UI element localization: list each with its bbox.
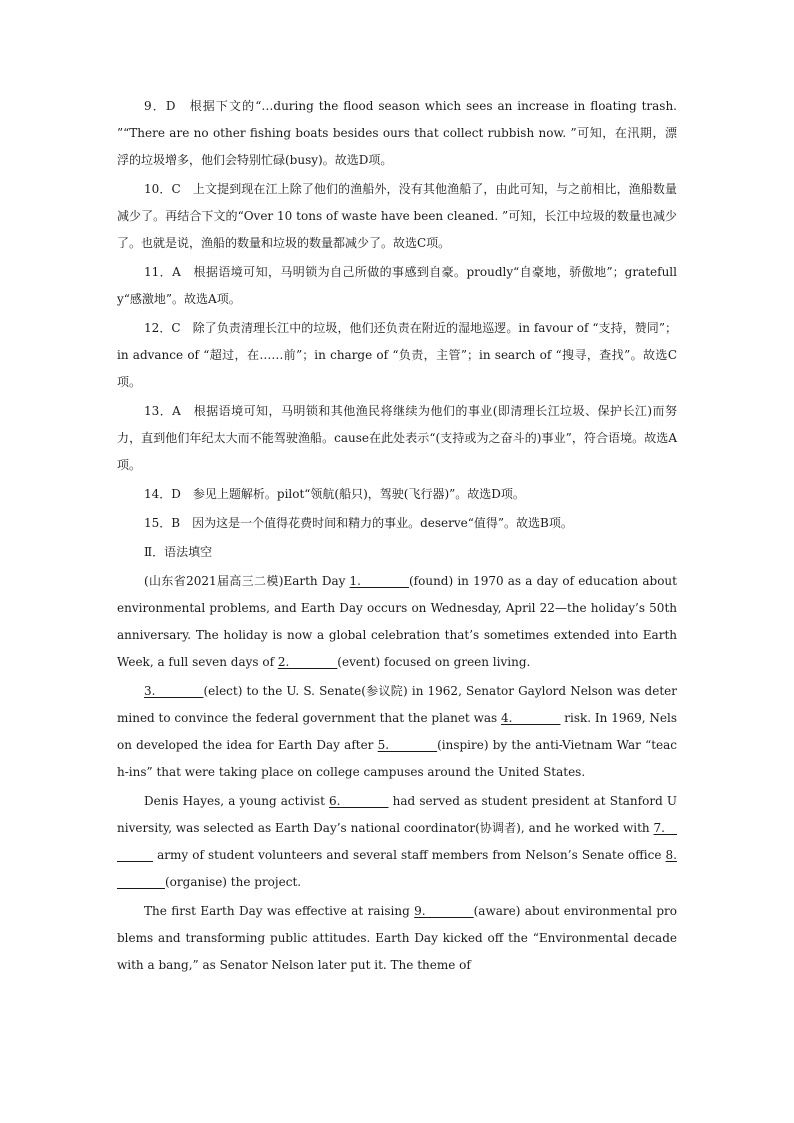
blank-3[interactable]: 3.________: [144, 684, 204, 698]
section-heading: Ⅱ．语法填空: [144, 545, 213, 559]
passage-text: (山东省2021届高三二模)Earth Day: [144, 574, 350, 588]
passage-text: (inspire) by the anti-Vietnam War “teach-ins” that were taking place on college campuses around the United States.: [117, 738, 677, 779]
passage-text: army of student volunteers and several staff members from Nelson’s Senate office: [153, 848, 666, 862]
blank-9[interactable]: 9.________: [414, 904, 474, 918]
answer-explanation-13: 13．A 根据语境可知，马明锁和其他渔民将继续为他们的事业(即清理长江垃圾、保护长江)而努力，直到他们年纪太大而不能驾驶渔船。cause在此处表示“(支持或为之奋斗的)事业”，符合语境。故选A项。: [117, 404, 677, 472]
blank-8[interactable]: 8.________: [117, 848, 677, 889]
blank-6[interactable]: 6.________: [329, 794, 389, 808]
passage-text: risk. In 1969, Nelson developed the idea for Earth Day after: [117, 711, 678, 752]
answer-explanation-9: 9．D 根据下文的“…during the flood season which sees an increase in floating trash. ”“There are no other fishing boats besides ours that collect rubbish now. ”可知，在汛期，漂浮的垃圾增多，他们会特别忙碌(busy)。故选D项。: [117, 99, 677, 167]
passage-paragraph-1: [117, 568, 677, 676]
passage-text: (aware) about environmental problems and transforming public attitudes. Earth Day kicked off the “Environmental decade with a bang,” as Senator Nelson later put it. The theme of: [117, 904, 678, 972]
document-page: [117, 93, 677, 981]
passage-text: (event) focused on green living.: [337, 655, 531, 669]
answer-explanation-11: 11．A 根据语境可知，马明锁为自己所做的事感到自豪。proudly“自豪地，骄傲地”；gratefully“感激地”。故选A项。: [117, 265, 677, 306]
answer-explanation-12: 12．C 除了负责清理长江中的垃圾，他们还负责在附近的湿地巡逻。in favour of “支持，赞同”；in advance of “超过，在……前”；in charge of “负责，主管”；in search of “搜寻，查找”。故选C项。: [117, 321, 677, 389]
passage-text: Denis Hayes, a young activist: [144, 794, 330, 808]
passage-text: (organise) the project.: [165, 875, 302, 889]
passage-paragraph-3: [117, 788, 677, 896]
answer-explanation-15: 15．B 因为这是一个值得花费时间和精力的事业。deserve“值得”。故选B项。: [144, 516, 573, 530]
passage-text: (elect) to the U. S. Senate(参议院) in 1962, Senator Gaylord Nelson was determined to convince the federal government that the planet was: [117, 684, 677, 725]
blank-1[interactable]: 1.________: [349, 574, 409, 588]
blank-2[interactable]: 2.________: [277, 655, 338, 669]
answer-explanation-14: 14．D 参见上题解析。pilot“领航(船只)，驾驶(飞行器)”。故选D项。: [144, 487, 525, 501]
passage-paragraph-2: [117, 678, 677, 786]
blank-7[interactable]: 7.________: [117, 821, 677, 862]
passage-text: The first Earth Day was effective at raising: [144, 904, 415, 918]
blank-5[interactable]: 5.________: [377, 738, 438, 752]
passage-text: had served as student president at Stanford University, was selected as Earth Day’s national coordinator(协调者), and he worked with: [117, 794, 677, 835]
passage-text: (found) in 1970 as a day of education about environmental problems, and Earth Day occurs on Wednesday, April 22—the holiday’s 50th anniversary. The holiday is now a global celebration that’s sometimes extended into Earth Week, a full seven days of: [117, 574, 677, 669]
passage-paragraph-4: [117, 898, 677, 979]
answer-explanation-10: 10．C 上文提到现在江上除了他们的渔船外，没有其他渔船了，由此可知，与之前相比，渔船数量减少了。再结合下文的“Over 10 tons of waste have been cleaned. ”可知，长江中垃圾的数量也减少了。也就是说，渔船的数量和垃圾的数量都减少了。故选C项。: [117, 182, 677, 250]
blank-4[interactable]: 4.________: [501, 711, 561, 725]
